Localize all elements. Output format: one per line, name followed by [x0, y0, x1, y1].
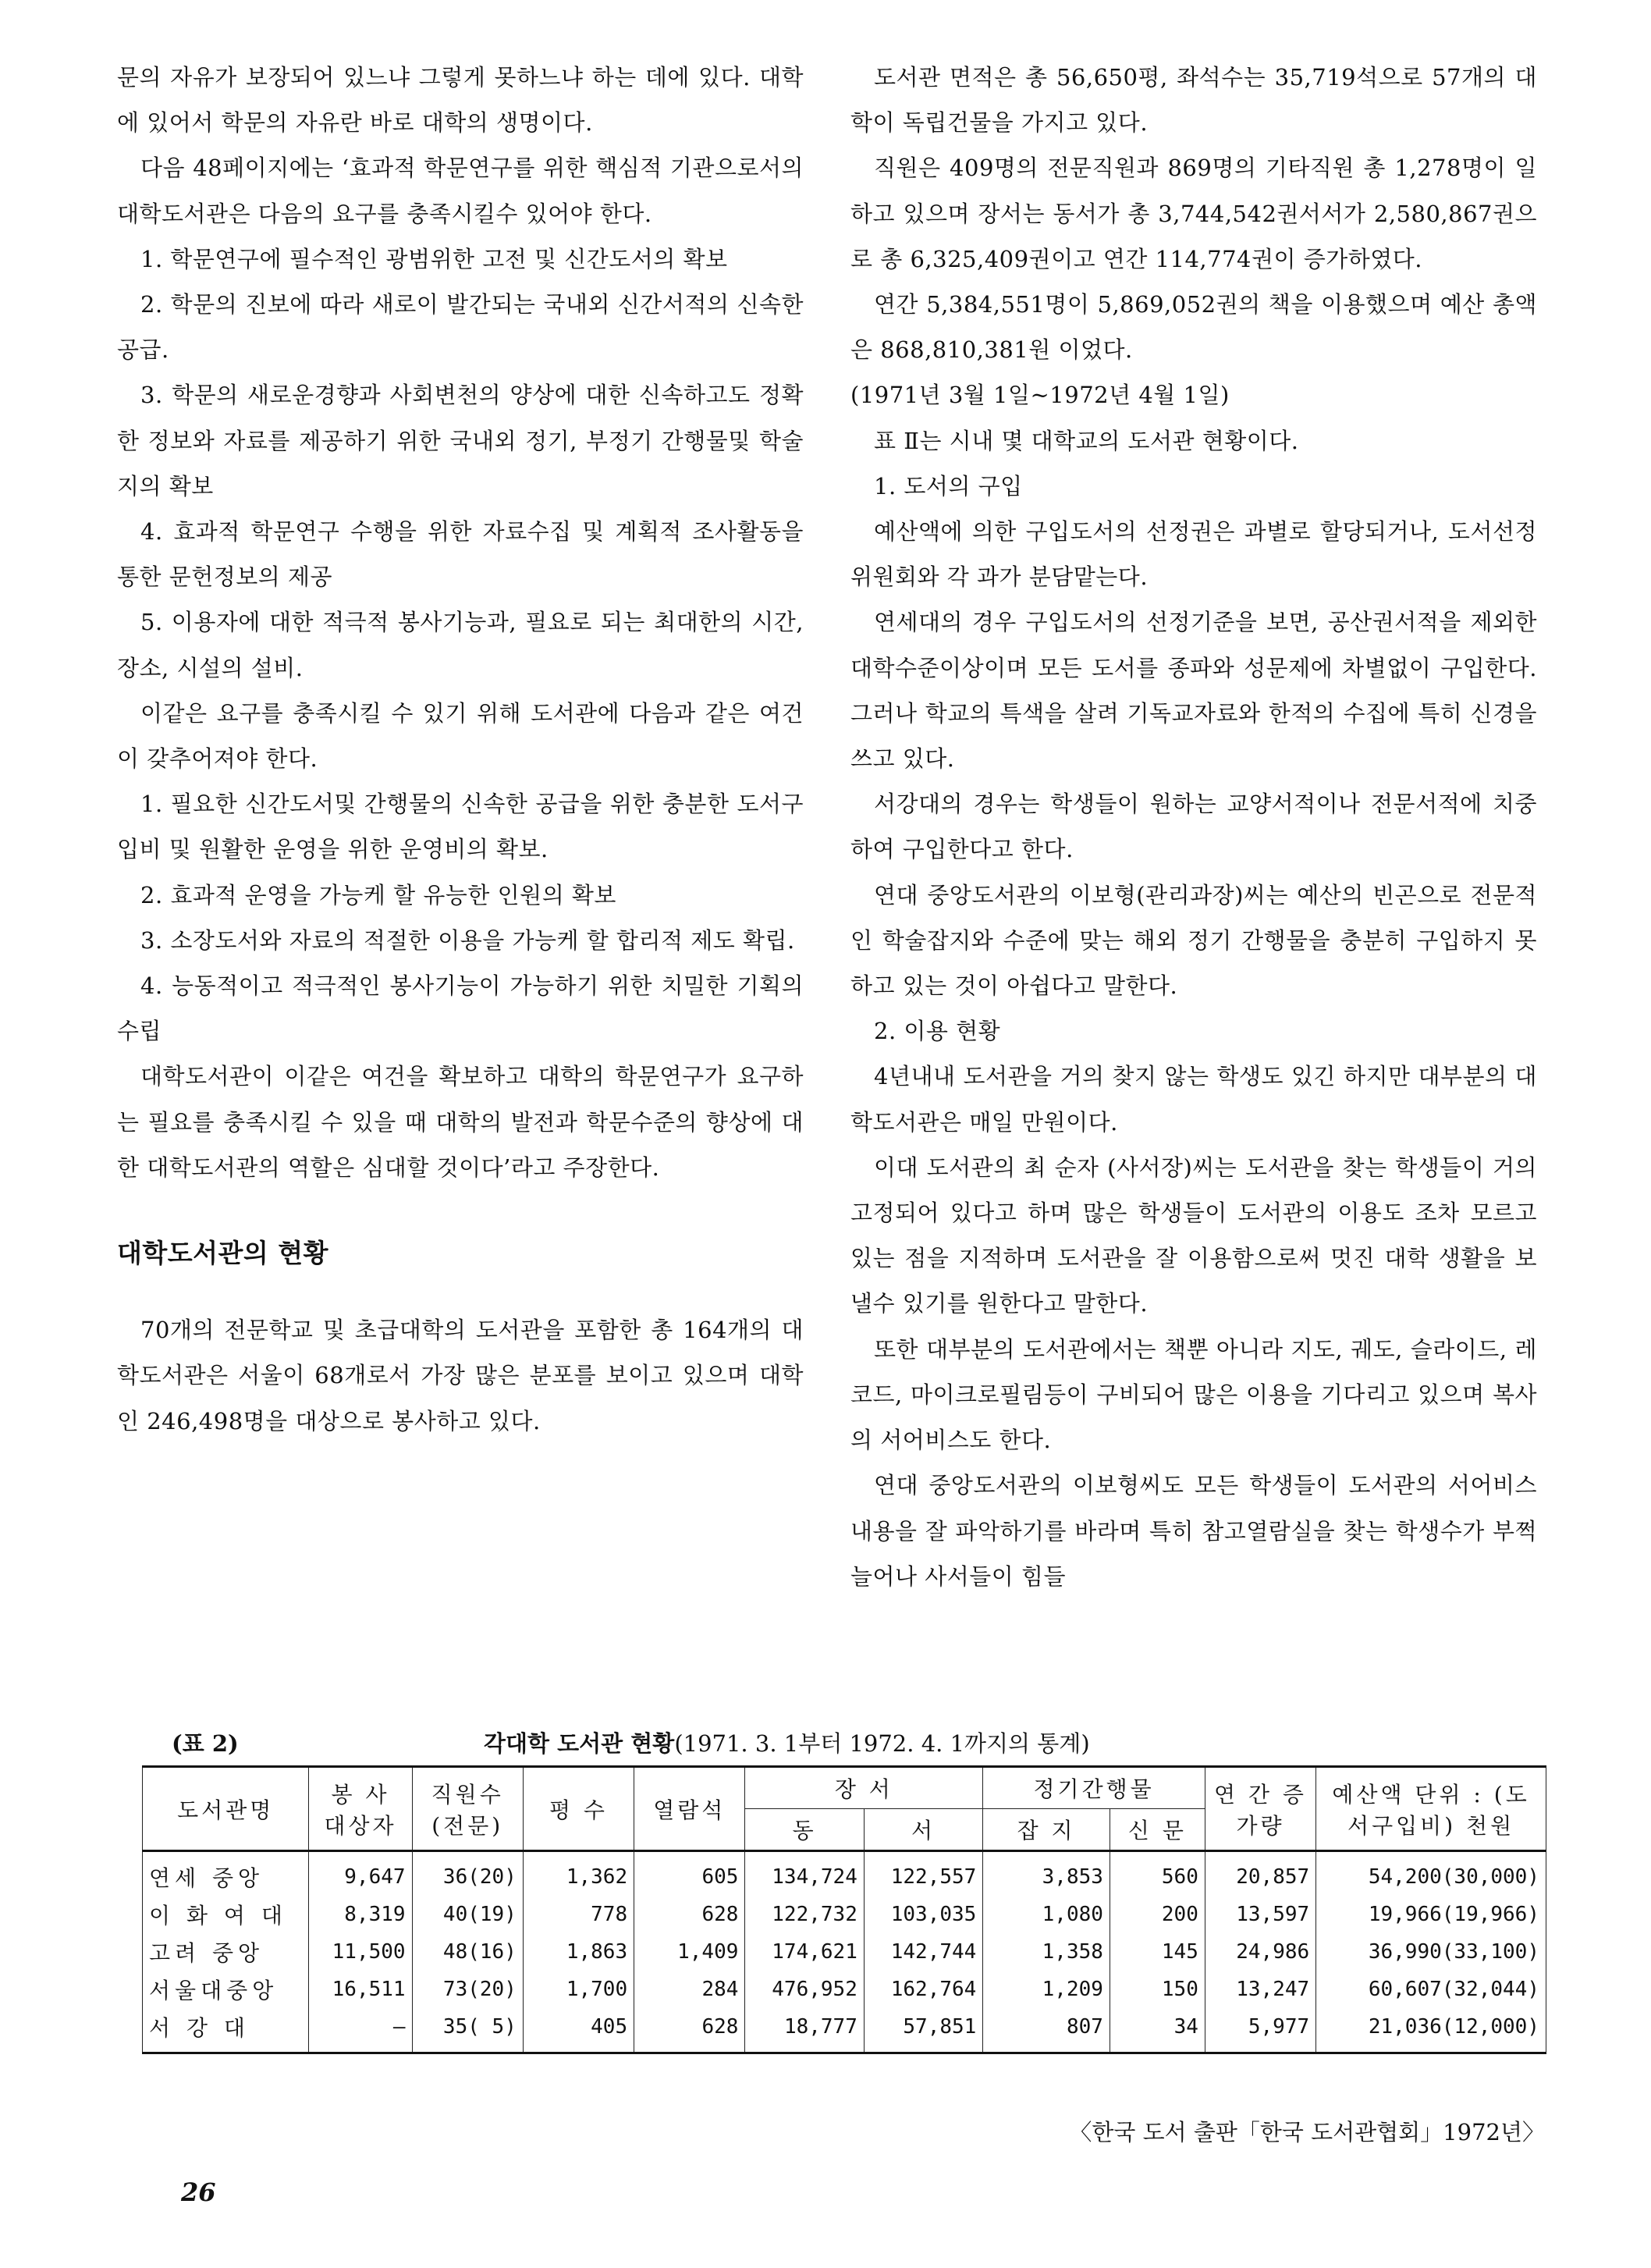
cell-area: 405 [523, 2008, 634, 2053]
paragraph: 표 Ⅱ는 시내 몇 대학교의 도서관 현황이다. [874, 427, 1299, 454]
cell-name: 이 화 여 대 [143, 1896, 309, 1933]
table-row [143, 1933, 1546, 1971]
table-title-main: 각대학 도서관 현황 [484, 1730, 675, 1757]
header-books-west: 서 [864, 1809, 982, 1851]
cell-served: 9,647 [309, 1851, 412, 1897]
cell-east: 174,621 [745, 1933, 864, 1971]
table-row [143, 1851, 1546, 1897]
header-annual-increase: 연 간 증가량 [1205, 1767, 1315, 1851]
cell-newspapers: 150 [1110, 1971, 1205, 2008]
cell-increase: 13,247 [1205, 1971, 1315, 2008]
library-status-table-wrap [142, 1765, 1546, 2054]
cell-east: 18,777 [745, 2008, 864, 2053]
cell-west: 142,744 [864, 1933, 982, 1971]
paragraph: 이대 도서관의 최 순자 (사서장)씨는 도서관을 찾는 학생들이 거의 고정되어 있다고 하며 많은 학생들이 도서관의 이용도 조차 모르고 있는 점을 지적하며 도서관을 잘 이용함으로써 멋진 대학 생활을 보낼수 있기를 원한다고 말한다. [850, 1154, 1537, 1317]
cell-west: 122,557 [864, 1851, 982, 1897]
cell-area: 778 [523, 1896, 634, 1933]
cell-staff: 73(20) [412, 1971, 523, 2008]
table-row [143, 1971, 1546, 2008]
cell-newspapers: 34 [1110, 2008, 1205, 2053]
cell-name: 연세 중앙 [143, 1851, 309, 1897]
header-newspapers: 신 문 [1110, 1809, 1205, 1851]
paragraph: 4년내내 도서관을 거의 찾지 않는 학생도 있긴 하지만 대부분의 대학도서관은 매일 만원이다. [850, 1063, 1537, 1136]
paragraph: 연세대의 경우 구입도서의 선정기준을 보면, 공산권서적을 제외한 대학수준이상이며 모든 도서를 종파와 성문제에 차별없이 구입한다. 그러나 학교의 특색을 살려 기독교자료와 한적의 수집에 특히 신경을 쓰고 있다. [850, 609, 1537, 773]
paragraph: 3. 소장도서와 자료의 적절한 이용을 가능케 할 합리적 제도 확립. [140, 926, 795, 954]
cell-area: 1,362 [523, 1851, 634, 1897]
paragraph: 1. 학문연구에 필수적인 광범위한 고전 및 신간도서의 확보 [140, 245, 728, 272]
cell-budget: 36,990(33,100) [1316, 1933, 1546, 1971]
cell-budget: 21,036(12,000) [1316, 2008, 1546, 2053]
cell-budget: 60,607(32,044) [1316, 1971, 1546, 2008]
table-title [484, 1726, 1090, 1758]
paragraph: 연대 중앙도서관의 이보형씨도 모든 학생들이 도서관의 서어비스 내용을 잘 파악하기를 바라며 특히 참고열람실을 찾는 학생수가 부쩍 늘어나 사서들이 힘들 [850, 1472, 1537, 1590]
paragraph: 1. 도서의 구입 [874, 472, 1023, 499]
cell-west: 162,764 [864, 1971, 982, 2008]
header-area: 평 수 [523, 1767, 634, 1851]
cell-name: 서울대중앙 [143, 1971, 309, 2008]
paragraph: 2. 효과적 운영을 가능케 할 유능한 인원의 확보 [140, 881, 616, 908]
paragraph: 연대 중앙도서관의 이보형(관리과장)씨는 예산의 빈곤으로 전문적인 학술잡지와 수준에 맞는 해외 정기 간행물을 충분히 구입하지 못하고 있는 것이 아쉽다고 말한다. [850, 881, 1537, 1000]
paragraph: 2. 학문의 진보에 따라 새로이 발간되는 국내외 신간서적의 신속한 공급. [117, 291, 804, 364]
header-seats: 열람석 [634, 1767, 745, 1851]
paragraph: 70개의 전문학교 및 초급대학의 도서관을 포함한 총 164개의 대학도서관은 서울이 68개로서 가장 많은 분포를 보이고 있으며 대학인 246,498명을 대상으로 봉사하고 있다. [117, 1317, 804, 1434]
cell-staff: 40(19) [412, 1896, 523, 1933]
header-books-east: 동 [745, 1809, 864, 1851]
paragraph: (1971년 3월 1일~1972년 4월 1일) [850, 382, 1230, 409]
cell-magazines: 1,209 [983, 1971, 1110, 2008]
cell-served: 11,500 [309, 1933, 412, 1971]
library-status-table [142, 1765, 1546, 2054]
table-source: 〈한국 도서 출판「한국 도서관협회」1972년〉 [1069, 2119, 1545, 2145]
cell-area: 1,700 [523, 1971, 634, 2008]
cell-staff: 35( 5) [412, 2008, 523, 2053]
cell-magazines: 1,358 [983, 1933, 1110, 1971]
header-budget: 예산액 단위 : (도서구입비) 천원 [1316, 1767, 1546, 1851]
paragraph: 예산액에 의한 구입도서의 선정권은 과별로 할당되거나, 도서선정위원회와 각 과가 분담맡는다. [850, 518, 1537, 591]
left-column [117, 55, 804, 1444]
cell-budget: 19,966(19,966) [1316, 1896, 1546, 1933]
cell-east: 122,732 [745, 1896, 864, 1933]
section-heading: 대학도서관의 현황 [117, 1238, 329, 1269]
paragraph: 3. 학문의 새로운경향과 사회변천의 양상에 대한 신속하고도 정확한 정보와 자료를 제공하기 위한 국내외 정기, 부정기 간행물및 학술지의 확보 [117, 382, 804, 499]
header-books-group: 장 서 [745, 1767, 983, 1809]
cell-name: 고려 중앙 [143, 1933, 309, 1971]
cell-west: 57,851 [864, 2008, 982, 2053]
cell-magazines: 1,080 [983, 1896, 1110, 1933]
paragraph: 1. 필요한 신간도서및 간행물의 신속한 공급을 위한 충분한 도서구입비 및 원활한 운영을 위한 운영비의 확보. [117, 791, 804, 863]
cell-staff: 48(16) [412, 1933, 523, 1971]
cell-seats: 628 [634, 2008, 745, 2053]
header-name: 도서관명 [143, 1767, 309, 1851]
cell-staff: 36(20) [412, 1851, 523, 1897]
cell-newspapers: 560 [1110, 1851, 1205, 1897]
cell-name: 서 강 대 [143, 2008, 309, 2053]
cell-served: — [309, 2008, 412, 2053]
cell-increase: 5,977 [1205, 2008, 1315, 2053]
paragraph: 4. 효과적 학문연구 수행을 위한 자료수집 및 계획적 조사활동을 통한 문헌정보의 제공 [117, 518, 804, 591]
cell-served: 16,511 [309, 1971, 412, 2008]
header-periodicals-group: 정기간행물 [983, 1767, 1205, 1809]
table-subtitle: (1971. 3. 1부터 1972. 4. 1까지의 통계) [674, 1730, 1090, 1757]
cell-seats: 284 [634, 1971, 745, 2008]
paragraph: 연간 5,384,551명이 5,869,052권의 책을 이용했으며 예산 총액은 868,810,381원 이었다. [850, 291, 1537, 364]
header-served: 봉 사 대상자 [309, 1767, 412, 1851]
paragraph: 4. 능동적이고 적극적인 봉사기능이 가능하기 위한 치밀한 기획의 수립 [117, 972, 804, 1045]
table-number: (표 2) [172, 1730, 239, 1757]
cell-increase: 24,986 [1205, 1933, 1315, 1971]
paragraph: 5. 이용자에 대한 적극적 봉사기능과, 필요로 되는 최대한의 시간, 장소, 시설의 설비. [117, 609, 804, 681]
paragraph: 도서관 면적은 총 56,650평, 좌석수는 35,719석으로 57개의 대학이 독립건물을 가지고 있다. [850, 64, 1537, 137]
paragraph: 또한 대부분의 도서관에서는 책뿐 아니라 지도, 궤도, 슬라이드, 레코드, 마이크로필림등이 구비되어 많은 이용을 기다리고 있으며 복사의 서어비스도 한다. [850, 1335, 1537, 1454]
cell-seats: 628 [634, 1896, 745, 1933]
cell-east: 476,952 [745, 1971, 864, 2008]
header-magazines: 잡 지 [983, 1809, 1110, 1851]
paragraph: 다음 48페이지에는 ‘효과적 학문연구를 위한 핵심적 기관으로서의 대학도서관은 다음의 요구를 충족시킬수 있어야 한다. [117, 155, 804, 227]
cell-budget: 54,200(30,000) [1316, 1851, 1546, 1897]
table-row [143, 1896, 1546, 1933]
paragraph: 서강대의 경우는 학생들이 원하는 교양서적이나 전문서적에 치중하여 구입한다고 한다. [850, 791, 1537, 863]
cell-increase: 20,857 [1205, 1851, 1315, 1897]
paragraph: 이같은 요구를 충족시킬 수 있기 위해 도서관에 다음과 같은 여건이 갖추어져야 한다. [117, 699, 804, 773]
cell-seats: 605 [634, 1851, 745, 1897]
paragraph: 문의 자유가 보장되어 있느냐 그렇게 못하느냐 하는 데에 있다. 대학에 있어서 학문의 자유란 바로 대학의 생명이다. [117, 64, 804, 137]
cell-magazines: 3,853 [983, 1851, 1110, 1897]
cell-magazines: 807 [983, 2008, 1110, 2053]
right-column [850, 55, 1537, 1599]
cell-newspapers: 200 [1110, 1896, 1205, 1933]
cell-increase: 13,597 [1205, 1896, 1315, 1933]
cell-newspapers: 145 [1110, 1933, 1205, 1971]
table-body [143, 1851, 1546, 2053]
paragraph: 2. 이용 현황 [874, 1018, 1001, 1045]
page-number: 26 [181, 2177, 216, 2207]
cell-east: 134,724 [745, 1851, 864, 1897]
cell-west: 103,035 [864, 1896, 982, 1933]
paragraph: 대학도서관이 이같은 여건을 확보하고 대학의 학문연구가 요구하는 필요를 충족시킬 수 있을 때 대학의 발전과 학문수준의 향상에 대한 대학도서관의 역할은 심대할 것이다’라고 주장한다. [117, 1063, 804, 1181]
paragraph: 직원은 409명의 전문직원과 869명의 기타직원 총 1,278명이 일하고 있으며 장서는 동서가 총 3,744,542권서서가 2,580,867권으로 총 6,325,409권이고 연간 114,774권이 증가하였다. [850, 155, 1537, 272]
cell-served: 8,319 [309, 1896, 412, 1933]
cell-area: 1,863 [523, 1933, 634, 1971]
header-staff: 직원수 (전문) [412, 1767, 523, 1851]
cell-seats: 1,409 [634, 1933, 745, 1971]
table-row [143, 2008, 1546, 2053]
